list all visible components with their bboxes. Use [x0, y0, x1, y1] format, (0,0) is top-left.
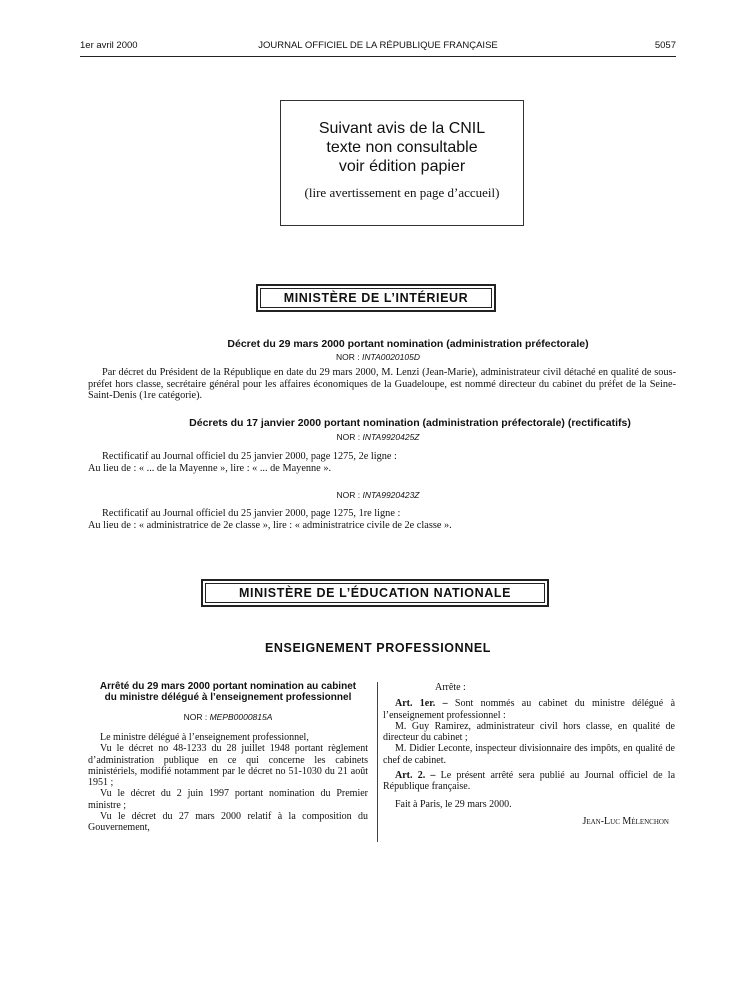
decree2-nor1-code: INTA9920425Z [362, 432, 420, 442]
cnil-note: (lire avertissement en page d’accueil) [304, 185, 500, 200]
decree2-rect1-line1: Rectificatif au Journal officiel du 25 janvier 2000, page 1275, 2e ligne : [102, 451, 397, 462]
cnil-notice-box [280, 100, 524, 226]
column-divider [377, 682, 378, 842]
ministry-education-heading: MINISTÈRE DE L’ÉDUCATION NATIONALE [238, 586, 512, 600]
ministry-interior-heading: MINISTÈRE DE L’INTÉRIEUR [283, 291, 469, 305]
decree2-nor2-label: NOR : [336, 490, 361, 500]
section-heading: ENSEIGNEMENT PROFESSIONNEL [264, 641, 492, 655]
arrete-nor-code: MEPB0000815A [209, 712, 273, 722]
cnil-line-1: Suivant avis de la CNIL [318, 120, 486, 137]
decree2-rect1-line2: Au lieu de : « ... de la Mayenne », lire : « ... de Mayenne ». [88, 462, 332, 474]
decree1-nor [80, 352, 676, 362]
decree2-nor2-code: INTA9920423Z [362, 490, 420, 500]
arrete-appointment-2: M. Didier Leconte, inspecteur divisionnaire des impôts, en qualité de chef de cabinet. [383, 743, 675, 766]
article-1-label: Art. 1er. – [395, 698, 448, 710]
decree2-nor-2 [80, 490, 676, 500]
decree2-rect2-line1: Rectificatif au Journal officiel du 25 janvier 2000, page 1275, 1re ligne : [102, 508, 401, 519]
arrete-nor [88, 712, 368, 722]
arrete-label: Arrête : [435, 682, 466, 693]
arrete-title: Arrêté du 29 mars 2000 portant nomination au cabinet du ministre délégué à l’enseignement professionnel [99, 681, 357, 703]
decree1-title: Décret du 29 mars 2000 portant nomination (administration préfectorale) [227, 338, 589, 350]
ministry-interior-heading-box [256, 284, 496, 312]
arrete-right-column [383, 682, 675, 827]
header-date: 1er avril 2000 [80, 40, 138, 51]
arrete-p3: Vu le décret du 2 juin 1997 portant nomination du Premier ministre ; [88, 788, 368, 811]
article-1-text: Sont nommés au cabinet du ministre délégué à l’enseignement professionnel : [383, 698, 676, 721]
decree2-rectificatif-1 [88, 451, 676, 474]
arrete-p2: Vu le décret no 48-1233 du 28 juillet 1948 portant règlement d’administration publique en ce qui concerne les cabinets ministériels, modifié notamment par le décret no 51-1030 du 21 août 1951 ; [88, 743, 368, 789]
decree2-nor-1 [80, 432, 676, 442]
arrete-p1: Le ministre délégué à l’enseignement professionnel, [100, 732, 309, 743]
decree2-rectificatif-2 [88, 508, 676, 531]
article-2-label: Art. 2. – [395, 770, 436, 782]
arrete-article-1 [383, 698, 675, 721]
decree1-nor-label: NOR : [336, 352, 360, 362]
decree1-nor-code: INTA0020105D [362, 352, 420, 362]
arrete-done-at: Fait à Paris, le 29 mars 2000. [395, 798, 512, 810]
arrete-article-2 [383, 770, 675, 793]
article-2-text: Le présent arrêté sera publié au Journal officiel de la République française. [383, 770, 676, 793]
arrete-appointment-1: M. Guy Ramirez, administrateur civil hors classe, en qualité de directeur du cabinet ; [383, 720, 675, 744]
header-rule [80, 56, 676, 57]
header-journal-title: JOURNAL OFFICIEL DE LA RÉPUBLIQUE FRANÇAISE [258, 40, 498, 51]
arrete-left-column [88, 682, 368, 834]
arrete-nor-label: NOR : [183, 712, 208, 722]
cnil-line-3: voir édition papier [338, 158, 466, 175]
decree2-title: Décrets du 17 janvier 2000 portant nomination (administration préfectorale) (rectificatifs) [189, 417, 631, 429]
decree2-rect2-line2: Au lieu de : « administratrice de 2e classe », lire : « administratrice civile de 2e classe ». [88, 519, 452, 531]
decree2-nor1-label: NOR : [336, 432, 361, 442]
ministry-education-heading-box [201, 579, 549, 607]
decree1-body: Par décret du Président de la République en date du 29 mars 2000, M. Lenzi (Jean-Marie), administrateur civil détaché en qualité de sous-préfet hors classe, secrétaire général pour les affaires économiques de la Guadeloupe, est nommé directeur du cabinet du préfet de la Seine-Saint-Denis (1re catégorie). [88, 367, 676, 402]
cnil-line-2: texte non consultable [326, 139, 478, 156]
header-page-number: 5057 [654, 40, 676, 51]
arrete-signature: Jean-Luc Mélenchon [582, 815, 669, 827]
arrete-p4: Vu le décret du 27 mars 2000 relatif à la composition du Gouvernement, [88, 811, 368, 834]
